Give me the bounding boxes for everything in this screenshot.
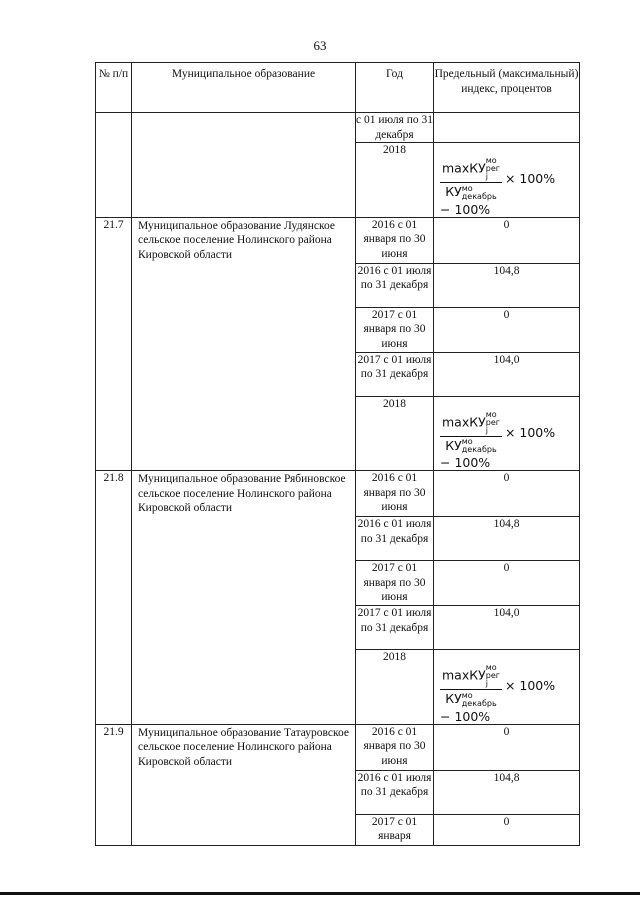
index-formula-cell	[434, 396, 580, 471]
year-cell: 2016 с 01 января по 30 июня	[356, 724, 434, 770]
year-cell: 2018	[356, 396, 434, 471]
year-cell: с 01 июля по 31 декабря	[356, 114, 433, 141]
index-cell: 0	[434, 561, 580, 606]
year-cell: 2018	[356, 650, 434, 725]
index-cell: 104,8	[434, 770, 580, 814]
year-cell: 2017 с 01 января по 30 июня	[356, 561, 434, 606]
year-cell: 2016 с 01 июля по 31 декабря	[356, 770, 434, 814]
municipality-cell: Муниципальное образование Лудянское сельское поселение Нолинского района Кировской области	[132, 217, 356, 471]
year-cell: 2017 с 01 января по 30 июня	[356, 307, 434, 352]
index-cell: 104,0	[434, 606, 580, 650]
year-cell: 2018	[356, 143, 434, 218]
index-cell: 0	[434, 814, 580, 845]
index-cell: 0	[434, 724, 580, 770]
table-row	[96, 724, 580, 770]
row-number-cell: 21.7	[96, 217, 132, 471]
year-cell: 2017 с 01 июля по 31 декабря	[356, 606, 434, 650]
header-index: Предельный (максимальный) индекс, процентов	[434, 63, 580, 113]
year-cell: 2017 с 01 июля по 31 декабря	[356, 352, 434, 396]
index-cell: 0	[434, 471, 580, 517]
index-cell: 0	[434, 217, 580, 263]
table-row	[96, 471, 580, 517]
index-cell	[434, 113, 580, 143]
year-cell: 2016 с 01 января по 30 июня	[356, 217, 434, 263]
year-cell: 2016 с 01 января по 30 июня	[356, 471, 434, 517]
row-number-cell: 21.8	[96, 471, 132, 725]
index-formula-cell	[434, 143, 580, 218]
municipality-cell	[132, 113, 356, 218]
index-cell: 104,0	[434, 352, 580, 396]
row-number-cell: 21.9	[96, 724, 132, 845]
index-formula: maxКУ мо рег j КУ мо декабрь × 100% − 100%	[440, 663, 556, 724]
header-municipality: Муниципальное образование	[132, 63, 356, 113]
page-bottom-rule	[0, 892, 640, 895]
year-cell: 2016 с 01 июля по 31 декабря	[356, 263, 434, 307]
index-formula: maxКУ мо рег j КУ мо декабрь × 100% − 100%	[440, 409, 556, 470]
index-formula: maxКУ мо рег j КУ мо декабрь × 100% − 100%	[440, 156, 556, 217]
index-cell: 104,8	[434, 517, 580, 561]
municipality-cell: Муниципальное образование Татауровское сельское поселение Нолинского района Кировской области	[132, 724, 356, 845]
page-number: 63	[313, 38, 327, 53]
index-cell: 104,8	[434, 263, 580, 307]
table-row	[96, 113, 580, 143]
tariff-index-table	[95, 62, 580, 846]
year-cell: 2017 с 01 января	[356, 814, 434, 845]
header-year: Год	[356, 63, 434, 113]
index-cell: 0	[434, 307, 580, 352]
row-number-cell	[96, 113, 132, 218]
index-formula-cell	[434, 650, 580, 725]
header-number: № п/п	[96, 63, 132, 113]
year-cell: 2016 с 01 июля по 31 декабря	[356, 517, 434, 561]
municipality-cell: Муниципальное образование Рябиновское сельское поселение Нолинского района Кировской области	[132, 471, 356, 725]
table-row	[96, 217, 580, 263]
